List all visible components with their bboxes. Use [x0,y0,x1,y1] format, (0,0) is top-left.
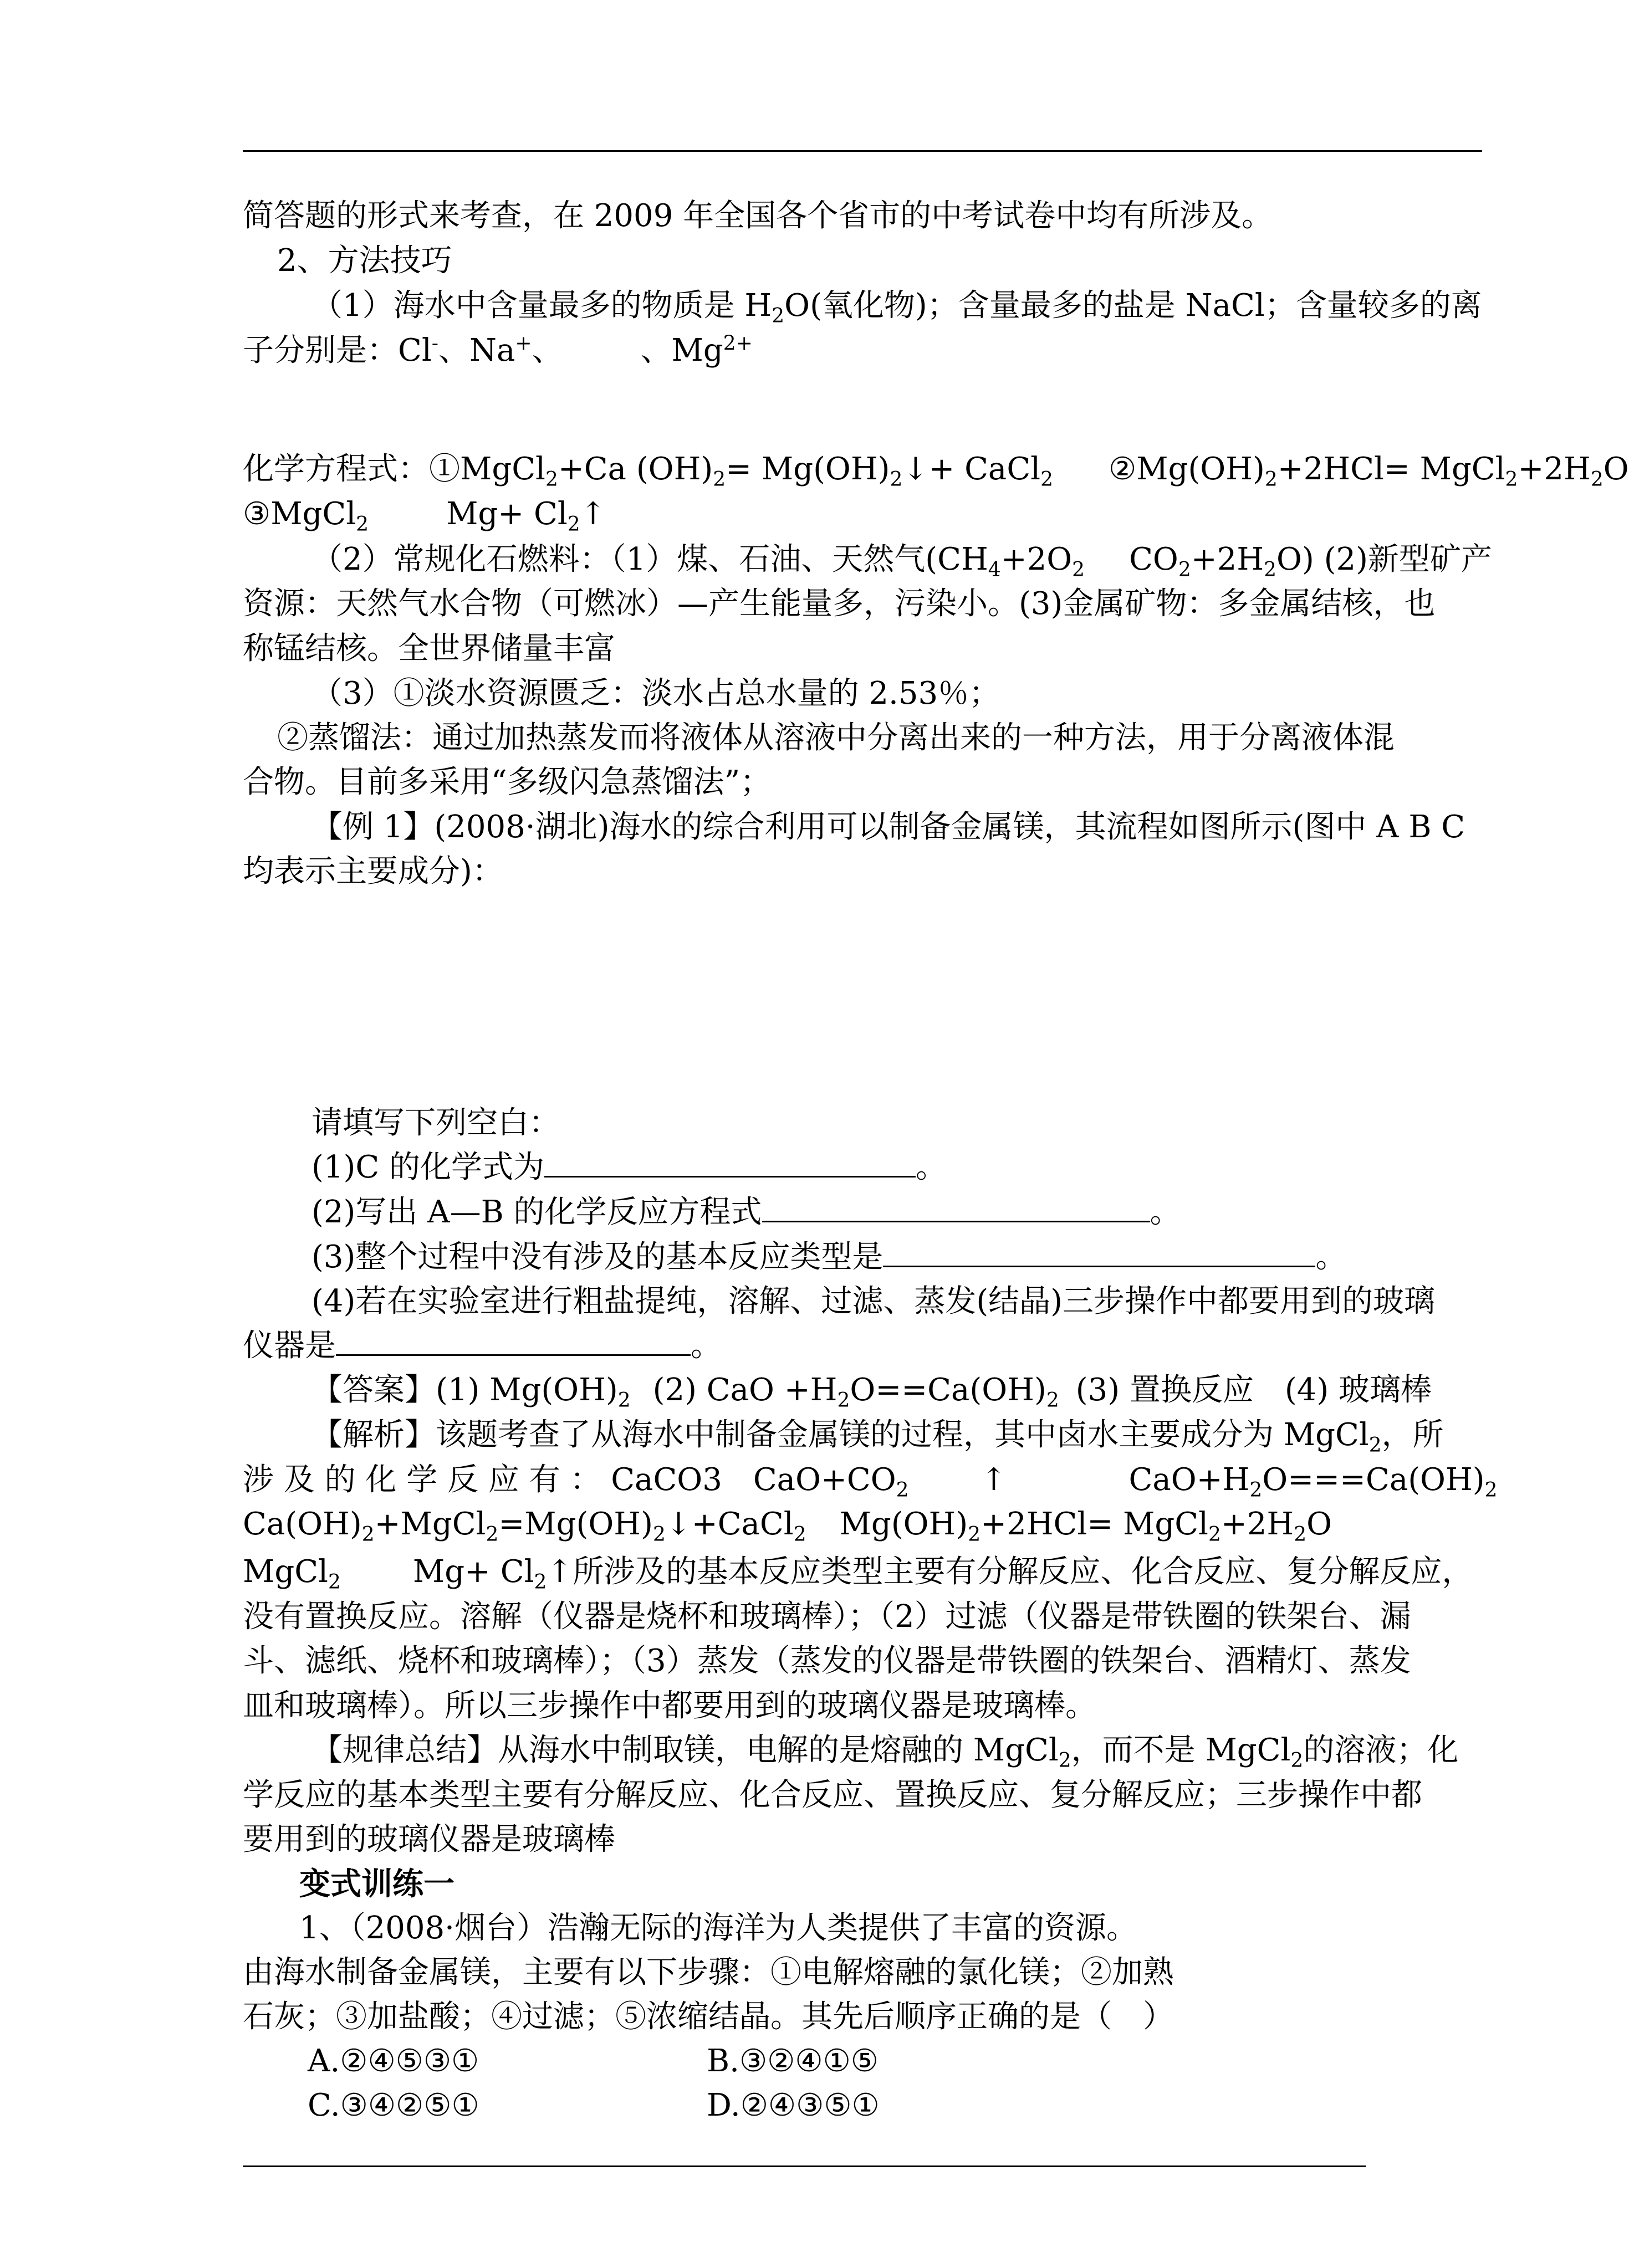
question-2: (2)写出 A—B 的化学反应方程式 。 [311,1194,1181,1230]
example-heading: 【例 1】(2008·湖北)海水的综合利用可以制备金属镁，其流程如图所示(图中 A B C [311,809,1465,845]
text-line: 均表示主要成分)： [243,853,503,889]
question-intro: 请填写下列空白： [311,1105,560,1141]
answer-blank[interactable] [336,1327,691,1356]
answer-line: 【答案】(1) $Mg(OH)_2$ (2) CaO $+H_2O==Ca(OH)_2$ (3) 置换反应 (4) 玻璃棒 [311,1372,1432,1412]
exercise-line: 1、（2008·烟台）浩瀚无际的海洋为人类提供了丰富的资源。 [299,1910,1137,1946]
exercise-line: 由海水制备金属镁，主要有以下步骤：①电解熔融的氯化镁；②加熟 [243,1954,1174,1990]
option-d[interactable]: D.②④③⑤① [707,2087,880,2123]
text-line: 子分别是：Cl-、Na+、 、$Mg^{2+}$ [243,332,753,368]
text-line: ②蒸馏法：通过加热蒸发而将液体从溶液中分离出来的一种方法，用于分离液体混 [277,720,1395,756]
analysis-line: 没有置换反应。溶解（仪器是烧杯和玻璃棒）；（2）过滤（仪器是带铁圈的铁架台、漏 [243,1599,1411,1635]
text-line: 合物。目前多采用“多级闪急蒸馏法”； [243,764,772,800]
summary-line: 要用到的玻璃仪器是玻璃棒 [243,1821,615,1857]
text-line: 资源：天然气水合物（可燃冰）—产生能量多，污染小。(3)金属矿物：多金属结核，也 [243,586,1436,622]
question-4-cont: 仪器是 。 [243,1328,722,1364]
text-line: 简答题的形式来考查，在 2009 年全国各个省市的中考试卷中均有所涉及。 [243,198,1273,234]
question-4: (4)若在实验室进行粗盐提纯，溶解、过滤、蒸发(结晶)三步操作中都要用到的玻璃 [311,1283,1436,1319]
text-line: （2）常规化石燃料：（1）煤、石油、天然气($CH_4+2O_2$ $CO_2+2H_2O$) (2)新型矿产 [311,541,1492,582]
text-line: （3）①淡水资源匮乏：淡水占总水量的 2.53％； [311,675,1000,711]
text-line: （1）海水中含量最多的物质是 $H_2O$(氧化物)；含量最多的盐是 NaCl；含量较多的离 [311,288,1482,328]
analysis-line: 皿和玻璃棒）。所以三步操作中都要用到的玻璃仪器是玻璃棒。 [243,1688,1096,1724]
analysis-line: MgCl$_2$ $Mg+ Cl_2↑$所涉及的基本反应类型主要有分解反应、化合反应、复分解反应， [243,1554,1473,1594]
question-1: (1)C 的化学式为 。 [311,1149,947,1185]
equation-line: ③MgCl$_2$ $Mg+ Cl_2↑$ [243,496,606,536]
analysis-line: 斗、滤纸、烧杯和玻璃棒）；（3）蒸发（蒸发的仪器是带铁圈的铁架台、酒精灯、蒸发 [243,1643,1411,1679]
footer-rule [243,2165,1366,2167]
exercise-heading: 变式训练一 [299,1866,455,1902]
option-row [308,2083,880,2128]
question-3: (3)整个过程中没有涉及的基本反应类型是 。 [311,1239,1347,1275]
exercise-line: 石灰；③加盐酸；④过滤；⑤浓缩结晶。其先后顺序正确的是（ ） [243,1999,1174,2035]
answer-blank[interactable] [883,1238,1315,1267]
section-heading: 2、方法技巧 [277,243,452,279]
analysis-line: 【解析】该题考查了从海水中制备金属镁的过程，其中卤水主要成分为 MgCl$_2$，所 [311,1417,1444,1457]
header-rule [243,150,1482,152]
summary-line: 【规律总结】从海水中制取镁，电解的是熔融的 MgCl$_2$，而不是 MgCl$_2$的溶液；化 [311,1732,1459,1773]
option-row [308,2039,879,2083]
text-line: 称锰结核。全世界储量丰富 [243,631,615,667]
equation-line: 化学方程式：①MgCl$_2$+Ca $(OH)_2=$ $Mg(OH)_2↓+$ CaCl$_2$ $②Mg(OH)_2+2HCl=$ $MgCl_2+2H_2O$ [243,451,1629,492]
analysis-line: 涉 及 的 化 学 反 应 有 ： CaCO3 $CaO+CO_2$ ↑ $CaO+H_2O===Ca(OH)_2$ [243,1462,1498,1502]
answer-blank[interactable] [762,1193,1150,1222]
option-b[interactable]: B.③②④①⑤ [707,2043,879,2079]
option-a[interactable]: A.②④⑤③① [308,2043,479,2079]
answer-blank[interactable] [544,1148,916,1177]
analysis-line: $Ca(OH)_2+MgCl_2=Mg(OH)_2↓+CaCl_2$ $Mg(OH)_2+2HCl=$ $MgCl_2+2H_2O$ [243,1506,1332,1547]
option-c[interactable]: C.③④②⑤① [308,2087,479,2123]
summary-line: 学反应的基本类型主要有分解反应、化合反应、置换反应、复分解反应；三步操作中都 [243,1777,1422,1813]
